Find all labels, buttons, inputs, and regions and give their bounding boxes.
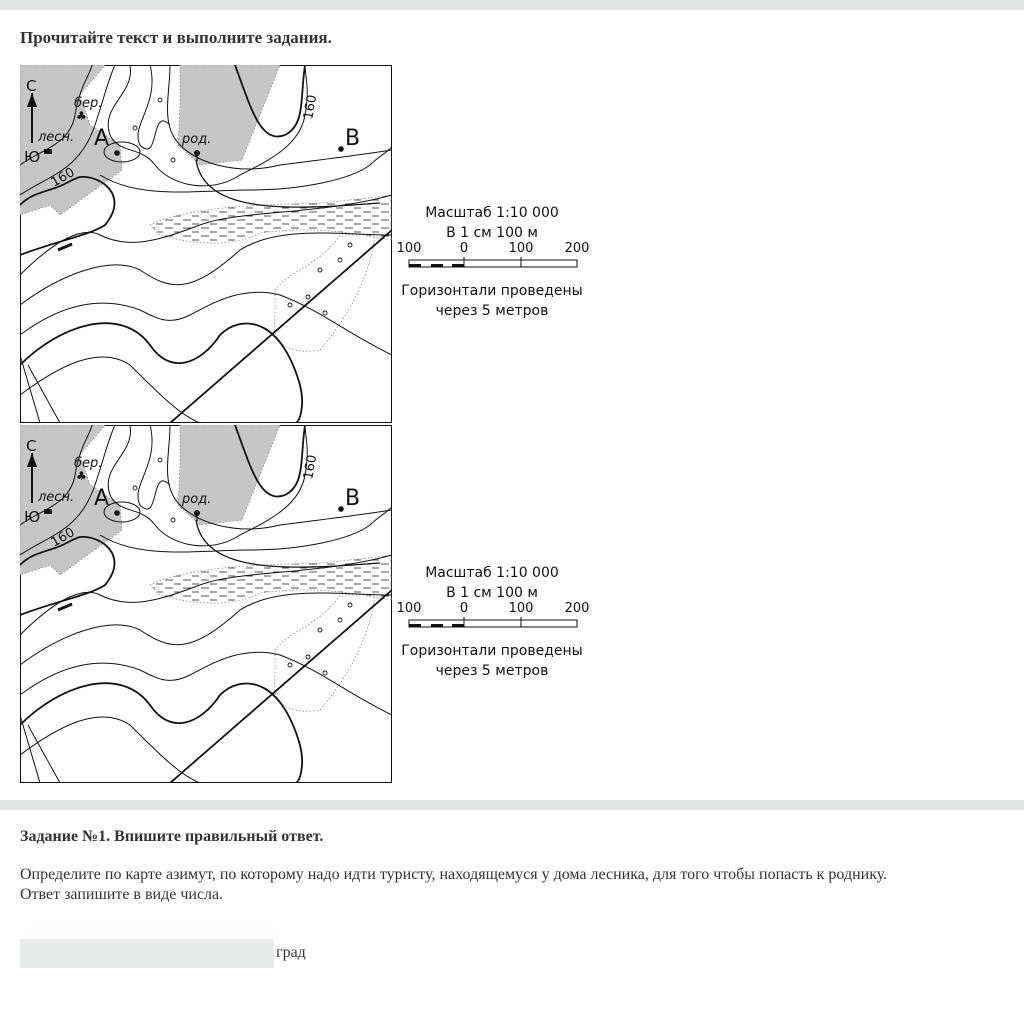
topographic-map-drawing xyxy=(20,65,392,423)
point-a-marker xyxy=(114,510,120,516)
intro-heading: Прочитайте текст и выполните задания. xyxy=(20,28,332,47)
birch-tree-icon: ♣ xyxy=(76,469,87,483)
section-divider-band xyxy=(0,800,1024,810)
answer-unit-label: град xyxy=(276,944,306,961)
scale-tick: 100 xyxy=(396,241,422,256)
birch-label: бер. xyxy=(74,96,103,111)
birch-tree-icon: ♣ xyxy=(76,109,87,123)
forester-house-icon xyxy=(44,149,52,154)
contour-interval-line1: Горизонтали проведены xyxy=(401,643,583,659)
contour-interval-line2: через 5 метров xyxy=(435,303,549,319)
scale-tick: 200 xyxy=(564,601,590,616)
contour-interval-line1: Горизонтали проведены xyxy=(401,283,583,299)
point-b-marker xyxy=(338,146,344,152)
top-divider-band xyxy=(0,0,1024,10)
point-a-marker xyxy=(114,150,120,156)
scale-per-cm-label: В 1 см 100 м xyxy=(446,225,538,241)
task-question: Определите по карте азимут, по которому надо идти туристу, находящемуся у дома лесника, для того чтобы попасть к роднику. xyxy=(20,866,888,883)
spring-label: род. xyxy=(182,492,212,507)
contour-label-160-top: 160 xyxy=(301,93,321,121)
point-b-marker xyxy=(338,506,344,512)
topographic-map-drawing xyxy=(20,425,392,783)
map-legend-1 xyxy=(396,203,596,323)
point-b-label: В xyxy=(345,126,361,151)
map-legend-2 xyxy=(396,563,596,683)
contour-label-160-left: 160 xyxy=(48,165,78,191)
point-a-label: А xyxy=(94,486,110,511)
contour-label-160-left: 160 xyxy=(48,525,78,551)
south-label: Ю xyxy=(24,508,41,526)
scale-per-cm-label: В 1 см 100 м xyxy=(446,585,538,601)
point-b-label: В xyxy=(345,486,361,511)
scale-bar xyxy=(396,241,596,281)
south-label: Ю xyxy=(24,148,41,166)
scale-tick: 100 xyxy=(508,601,534,616)
scale-tick: 100 xyxy=(508,241,534,256)
forester-house-icon xyxy=(44,509,52,514)
scale-label: Масштаб 1:10 000 xyxy=(425,565,559,581)
answer-input[interactable] xyxy=(20,939,274,968)
north-label: С xyxy=(26,437,37,455)
forester-label: лесн. xyxy=(38,490,75,505)
scale-tick: 0 xyxy=(459,241,469,256)
task-instruction: Ответ запишите в виде числа. xyxy=(20,886,224,903)
scale-label: Масштаб 1:10 000 xyxy=(425,205,559,221)
task-title: Задание №1. Впишите правильный ответ. xyxy=(20,828,324,845)
scale-bar xyxy=(396,601,596,641)
topographic-map-2 xyxy=(20,425,392,783)
spring-label: род. xyxy=(182,132,212,147)
point-a-label: А xyxy=(94,126,110,151)
scale-tick: 0 xyxy=(459,601,469,616)
contour-label-160-top: 160 xyxy=(301,453,321,481)
scale-tick: 200 xyxy=(564,241,590,256)
forester-label: лесн. xyxy=(38,130,75,145)
contour-interval-line2: через 5 метров xyxy=(435,663,549,679)
topographic-map-1 xyxy=(20,65,392,423)
scale-tick: 100 xyxy=(396,601,422,616)
task-body xyxy=(20,865,1000,905)
birch-label: бер. xyxy=(74,456,103,471)
north-label: С xyxy=(26,77,37,95)
